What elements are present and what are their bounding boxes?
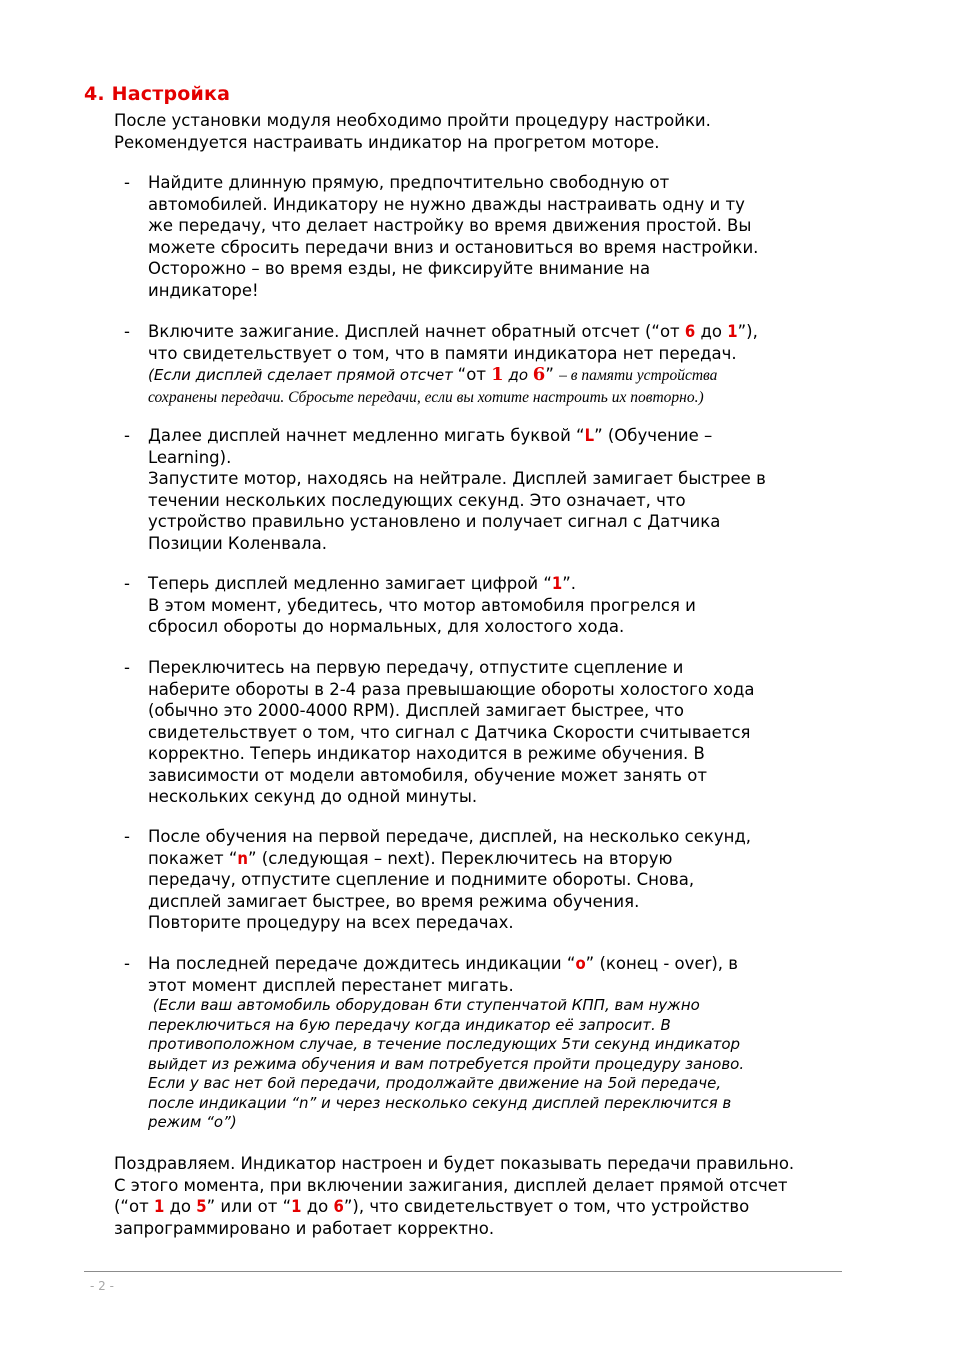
text-line: этот момент дисплей перестанет мигать.	[148, 975, 514, 995]
text-run: (“от	[114, 1197, 154, 1216]
footer-divider	[84, 1271, 842, 1272]
text-line: В этом момент, убедитесь, что мотор автомобиля прогрелся и	[148, 595, 696, 615]
note-run: – в памяти устройства	[559, 367, 718, 384]
text-line: С этого момента, при включении зажигания, дисплей делает прямой отсчет	[114, 1175, 788, 1195]
text-line: Позиции Коленвала.	[148, 533, 327, 553]
intro-line: Рекомендуется настраивать индикатор на прогретом моторе.	[114, 133, 660, 152]
list-item-body	[148, 953, 808, 1133]
text-run: до	[164, 1197, 197, 1216]
text-line: (обычно это 2000-4000 RPM). Дисплей замигает быстрее, что	[148, 701, 684, 720]
list-item-body	[148, 826, 808, 934]
list-item-body	[148, 573, 808, 638]
text-run: Включите зажигание. Дисплей начнет обратный отсчет (“от	[148, 322, 685, 341]
note-line: после индикации “n” и через несколько секунд дисплей переключится в	[148, 1093, 732, 1112]
text-line	[148, 573, 808, 595]
list-item-body	[148, 425, 808, 554]
text-run: до	[301, 1197, 334, 1216]
text-line: Поздравляем. Индикатор настроен и будет показывать передачи правильно.	[114, 1154, 795, 1173]
text-run: ” (Обучение –	[594, 426, 713, 445]
list-dash: -	[124, 954, 130, 973]
text-run: покажет “	[148, 848, 238, 868]
text-line: зависимости от модели автомобиля, обучение может занять от	[148, 765, 707, 785]
text-line: Learning).	[148, 447, 232, 467]
text-run: ”),	[737, 322, 758, 341]
list-dash: -	[124, 173, 130, 192]
text-run: до	[695, 322, 728, 341]
text-run: Теперь дисплей медленно замигает цифрой “	[148, 574, 552, 593]
text-line: Осторожно – во время езды, не фиксируйте внимание на	[148, 259, 651, 278]
text-line: Переключитесь на первую передачу, отпустите сцепление и	[148, 658, 684, 677]
display-digit: 1	[153, 1197, 165, 1216]
list-item-body	[148, 321, 808, 408]
text-line	[148, 425, 808, 447]
text-line	[114, 1196, 844, 1218]
display-digit: 6	[532, 364, 546, 385]
display-digit: 6	[684, 322, 696, 341]
note-line: переключиться на 6ую передачу когда индикатор её запросит. В	[148, 1015, 671, 1034]
text-run: ” или от “	[206, 1197, 292, 1216]
note-line: режим “o”)	[148, 1113, 237, 1131]
text-line: свидетельствует о том, что сигнал с Датчика Скорости считывается	[148, 722, 751, 742]
text-line: запрограммировано и работает корректно.	[114, 1218, 495, 1238]
text-line: что свидетельствует о том, что в памяти индикатора нет передач.	[148, 343, 737, 363]
note-line: сохранены передачи. Сбросьте передачи, если вы хотите настроить их повторно.)	[148, 388, 704, 406]
note-run: ”	[545, 365, 560, 384]
note-line	[148, 364, 808, 387]
display-letter: n	[237, 848, 248, 868]
text-line: автомобилей. Индикатору не нужно дважды настраивать одну и ту	[148, 194, 745, 214]
text-run: ”), что свидетельствует о том, что устройство	[343, 1197, 750, 1216]
text-run: Далее дисплей начнет медленно мигать буквой “	[148, 426, 585, 445]
display-digit: 1	[491, 364, 504, 385]
section-heading: 4. Настройка	[84, 83, 231, 105]
display-digit: 1	[291, 1197, 302, 1216]
list-dash: -	[124, 574, 130, 593]
note-run: “от	[457, 365, 492, 384]
text-line: нескольких секунд до одной минуты.	[148, 787, 478, 806]
text-line: устройство правильно установлено и получает сигнал с Датчика	[148, 512, 721, 531]
page-number: - 2 -	[90, 1279, 114, 1293]
list-dash: -	[124, 658, 130, 677]
display-digit: 6	[333, 1197, 344, 1216]
text-run: ”.	[562, 574, 577, 593]
note-line: Если у вас нет 6ой передачи, продолжайте движение на 5ой передаче,	[148, 1074, 722, 1092]
text-line: передачу, отпустите сцепление и поднимите обороты. Снова,	[148, 870, 695, 889]
note-run: (Если дисплей сделает прямой отсчет	[148, 366, 458, 384]
text-line: дисплей замигает быстрее, во время режима обучения.	[148, 891, 640, 911]
text-line: корректно. Теперь индикатор находится в режиме обучения. В	[148, 744, 705, 763]
text-line: сбросил обороты до нормальных, для холостого хода.	[148, 617, 625, 636]
text-line: Найдите длинную прямую, предпочтительно свободную от	[148, 173, 670, 192]
list-dash: -	[124, 426, 130, 445]
list-item-body	[148, 172, 808, 301]
text-line: можете сбросить передачи вниз и остановиться во время настройки.	[148, 237, 759, 257]
text-line	[148, 953, 808, 975]
note-line: противоположном случае, в течение последующих 5ти секунд индикатор	[148, 1035, 741, 1053]
text-line: Повторите процедуру на всех передачах.	[148, 913, 514, 932]
text-line	[148, 848, 808, 870]
text-line: Запустите мотор, находясь на нейтрале. Дисплей замигает быстрее в	[148, 469, 766, 488]
note-run: до	[503, 366, 533, 384]
text-run: ” (следующая – next). Переключитесь на вторую	[247, 848, 673, 868]
text-line: После обучения на первой передаче, дисплей, на несколько секунд,	[148, 827, 752, 846]
text-run: На последней передаче дождитесь индикации “	[148, 954, 576, 973]
display-digit: 1	[551, 574, 563, 593]
closing-paragraph	[114, 1153, 844, 1239]
text-run: ” (конец - over), в	[585, 954, 739, 973]
note-line: выйдет из режима обучения и вам потребуется пройти процедуру заново.	[148, 1054, 745, 1073]
text-line	[148, 321, 808, 343]
intro-line: После установки модуля необходимо пройти процедуру настройки.	[114, 111, 711, 130]
display-digit: 1	[727, 322, 738, 341]
display-letter: o	[575, 954, 586, 973]
text-line: индикаторе!	[148, 280, 259, 300]
list-dash: -	[124, 827, 130, 846]
text-line: наберите обороты в 2-4 раза превышающие обороты холостого хода	[148, 679, 755, 699]
text-line: течении нескольких последующих секунд. Это означает, что	[148, 490, 686, 510]
display-letter: L	[584, 426, 595, 445]
display-digit: 5	[196, 1197, 207, 1216]
list-item-body	[148, 657, 808, 808]
note-line: (Если ваш автомобиль оборудован 6ти ступенчатой КПП, вам нужно	[148, 996, 700, 1014]
intro-paragraph	[114, 110, 834, 154]
text-line: же передачу, что делает настройку во время движения простой. Вы	[148, 216, 752, 235]
list-dash: -	[124, 322, 130, 341]
